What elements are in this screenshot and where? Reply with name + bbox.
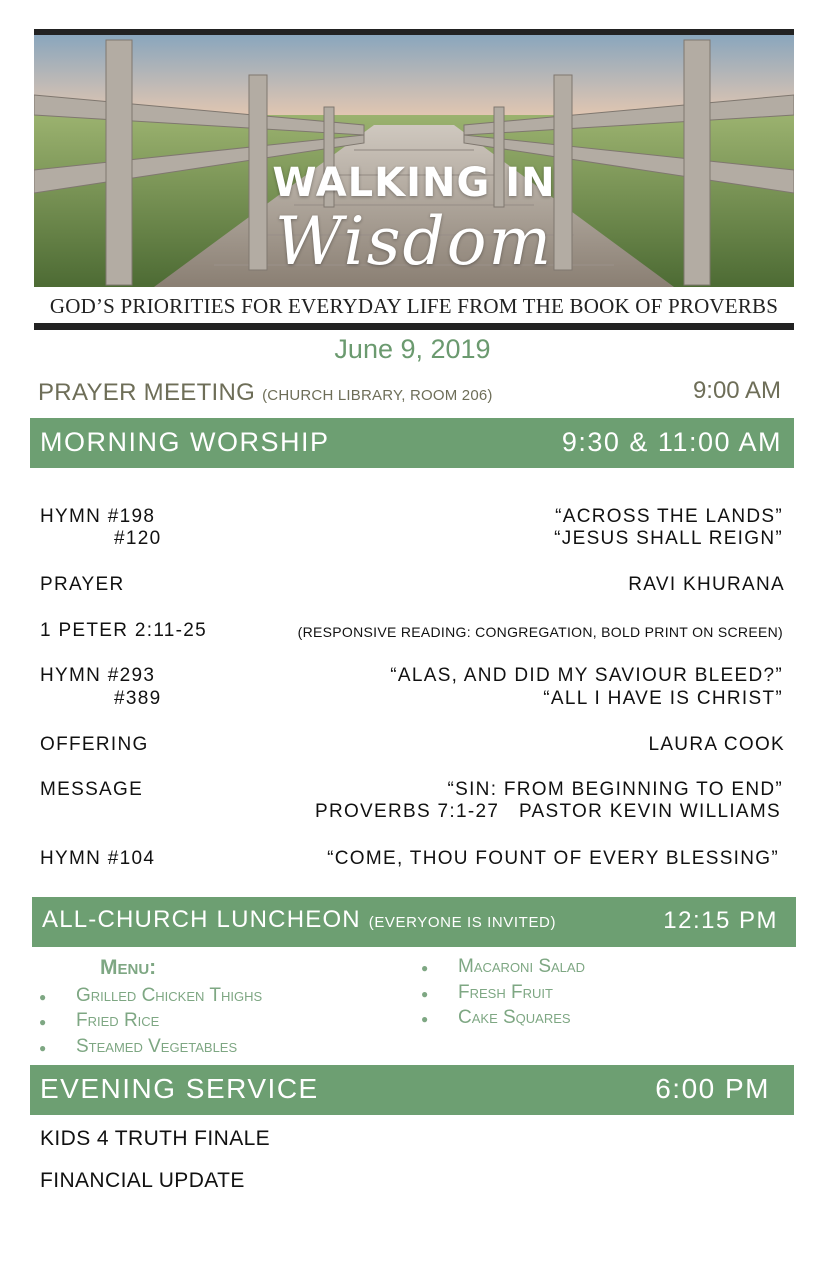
order-item-left: OFFERING xyxy=(40,734,149,755)
order-item xyxy=(40,620,785,644)
morning-worship-title: MORNING WORSHIP xyxy=(40,427,330,457)
prayer-meeting-time: 9:00 AM xyxy=(692,377,781,404)
order-item-right: “ACROSS THE LANDS” xyxy=(555,506,783,527)
order-item-right: “JESUS SHALL REIGN” xyxy=(554,528,783,549)
order-item-left: HYMN #104 xyxy=(40,848,156,869)
order-item-left: MESSAGE xyxy=(40,779,144,800)
evening-service-header xyxy=(30,1065,794,1115)
evening-service-time: 6:00 PM xyxy=(655,1073,770,1104)
bullet-icon: ● xyxy=(421,987,429,1001)
order-item-right: “ALAS, AND DID MY SAVIOUR BLEED?” xyxy=(390,665,783,686)
order-item-right: LAURA COOK xyxy=(648,734,785,755)
prayer-meeting-row xyxy=(38,377,781,411)
luncheon-note: (EVERYONE IS INVITED) xyxy=(368,914,557,931)
order-item-right: “ALL I HAVE IS CHRIST” xyxy=(543,688,783,709)
order-item-right: “SIN: FROM BEGINNING TO END” xyxy=(447,779,783,800)
bullet-icon: ● xyxy=(39,1041,47,1055)
order-item xyxy=(40,688,785,712)
luncheon-time: 12:15 PM xyxy=(663,907,778,934)
service-date: June 9, 2019 xyxy=(334,334,491,364)
menu-item: Fresh Fruit xyxy=(458,982,553,1003)
luncheon-title xyxy=(42,906,556,934)
luncheon-header xyxy=(32,897,796,947)
order-item xyxy=(40,779,785,803)
order-item-left: #120 xyxy=(114,528,162,549)
order-item xyxy=(40,801,785,825)
series-subtitle: GOD’S PRIORITIES FOR EVERYDAY LIFE FROM THE BOOK OF PROVERBS xyxy=(49,294,779,318)
order-item-left: PRAYER xyxy=(40,574,125,595)
prayer-meeting-label xyxy=(38,379,493,407)
menu-item: Steamed Vegetables xyxy=(76,1036,238,1057)
order-item-right: (RESPONSIVE READING: CONGREGATION, BOLD PRINT ON SCREEN) xyxy=(297,624,783,640)
evening-service-title: EVENING SERVICE xyxy=(40,1073,319,1104)
bullet-icon: ● xyxy=(39,1015,47,1029)
menu-item: Grilled Chicken Thighs xyxy=(76,985,263,1006)
order-item xyxy=(40,506,785,530)
evening-item: FINANCIAL UPDATE xyxy=(40,1169,245,1192)
menu-item: Macaroni Salad xyxy=(458,956,585,977)
bullet-icon: ● xyxy=(421,961,429,975)
banner-script-title: Wisdom xyxy=(274,203,554,280)
evening-item: KIDS 4 TRUTH FINALE xyxy=(40,1127,271,1150)
morning-worship-time: 9:30 & 11:00 AM xyxy=(561,427,782,457)
header-banner xyxy=(34,29,794,287)
menu-title: Menu: xyxy=(100,956,157,979)
order-item-left: 1 PETER 2:11-25 xyxy=(40,620,208,641)
morning-worship-header xyxy=(30,418,794,468)
order-item xyxy=(40,665,785,689)
order-item xyxy=(40,574,785,598)
menu-item: Cake Squares xyxy=(458,1007,571,1028)
order-item-left: #389 xyxy=(114,688,162,709)
order-item xyxy=(40,848,785,872)
menu-item: Fried Rice xyxy=(76,1010,160,1031)
prayer-meeting-location: (CHURCH LIBRARY, ROOM 206) xyxy=(262,387,493,404)
order-item-left: HYMN #198 xyxy=(40,506,156,527)
bullet-icon: ● xyxy=(421,1012,429,1026)
order-item-left: HYMN #293 xyxy=(40,665,156,686)
order-item-right: RAVI KHURANA xyxy=(628,574,785,595)
order-item-right: “COME, THOU FOUNT OF EVERY BLESSING” xyxy=(327,848,779,869)
prayer-meeting-title: PRAYER MEETING xyxy=(38,379,256,406)
banner-title: WALKING IN xyxy=(272,160,556,206)
order-item-right: PROVERBS 7:1-27 PASTOR KEVIN WILLIAMS xyxy=(314,801,781,822)
order-item xyxy=(40,734,785,758)
order-item xyxy=(40,528,785,552)
divider-rule xyxy=(34,323,794,330)
bullet-icon: ● xyxy=(39,990,47,1004)
luncheon-label: ALL-CHURCH LUNCHEON xyxy=(42,906,361,933)
